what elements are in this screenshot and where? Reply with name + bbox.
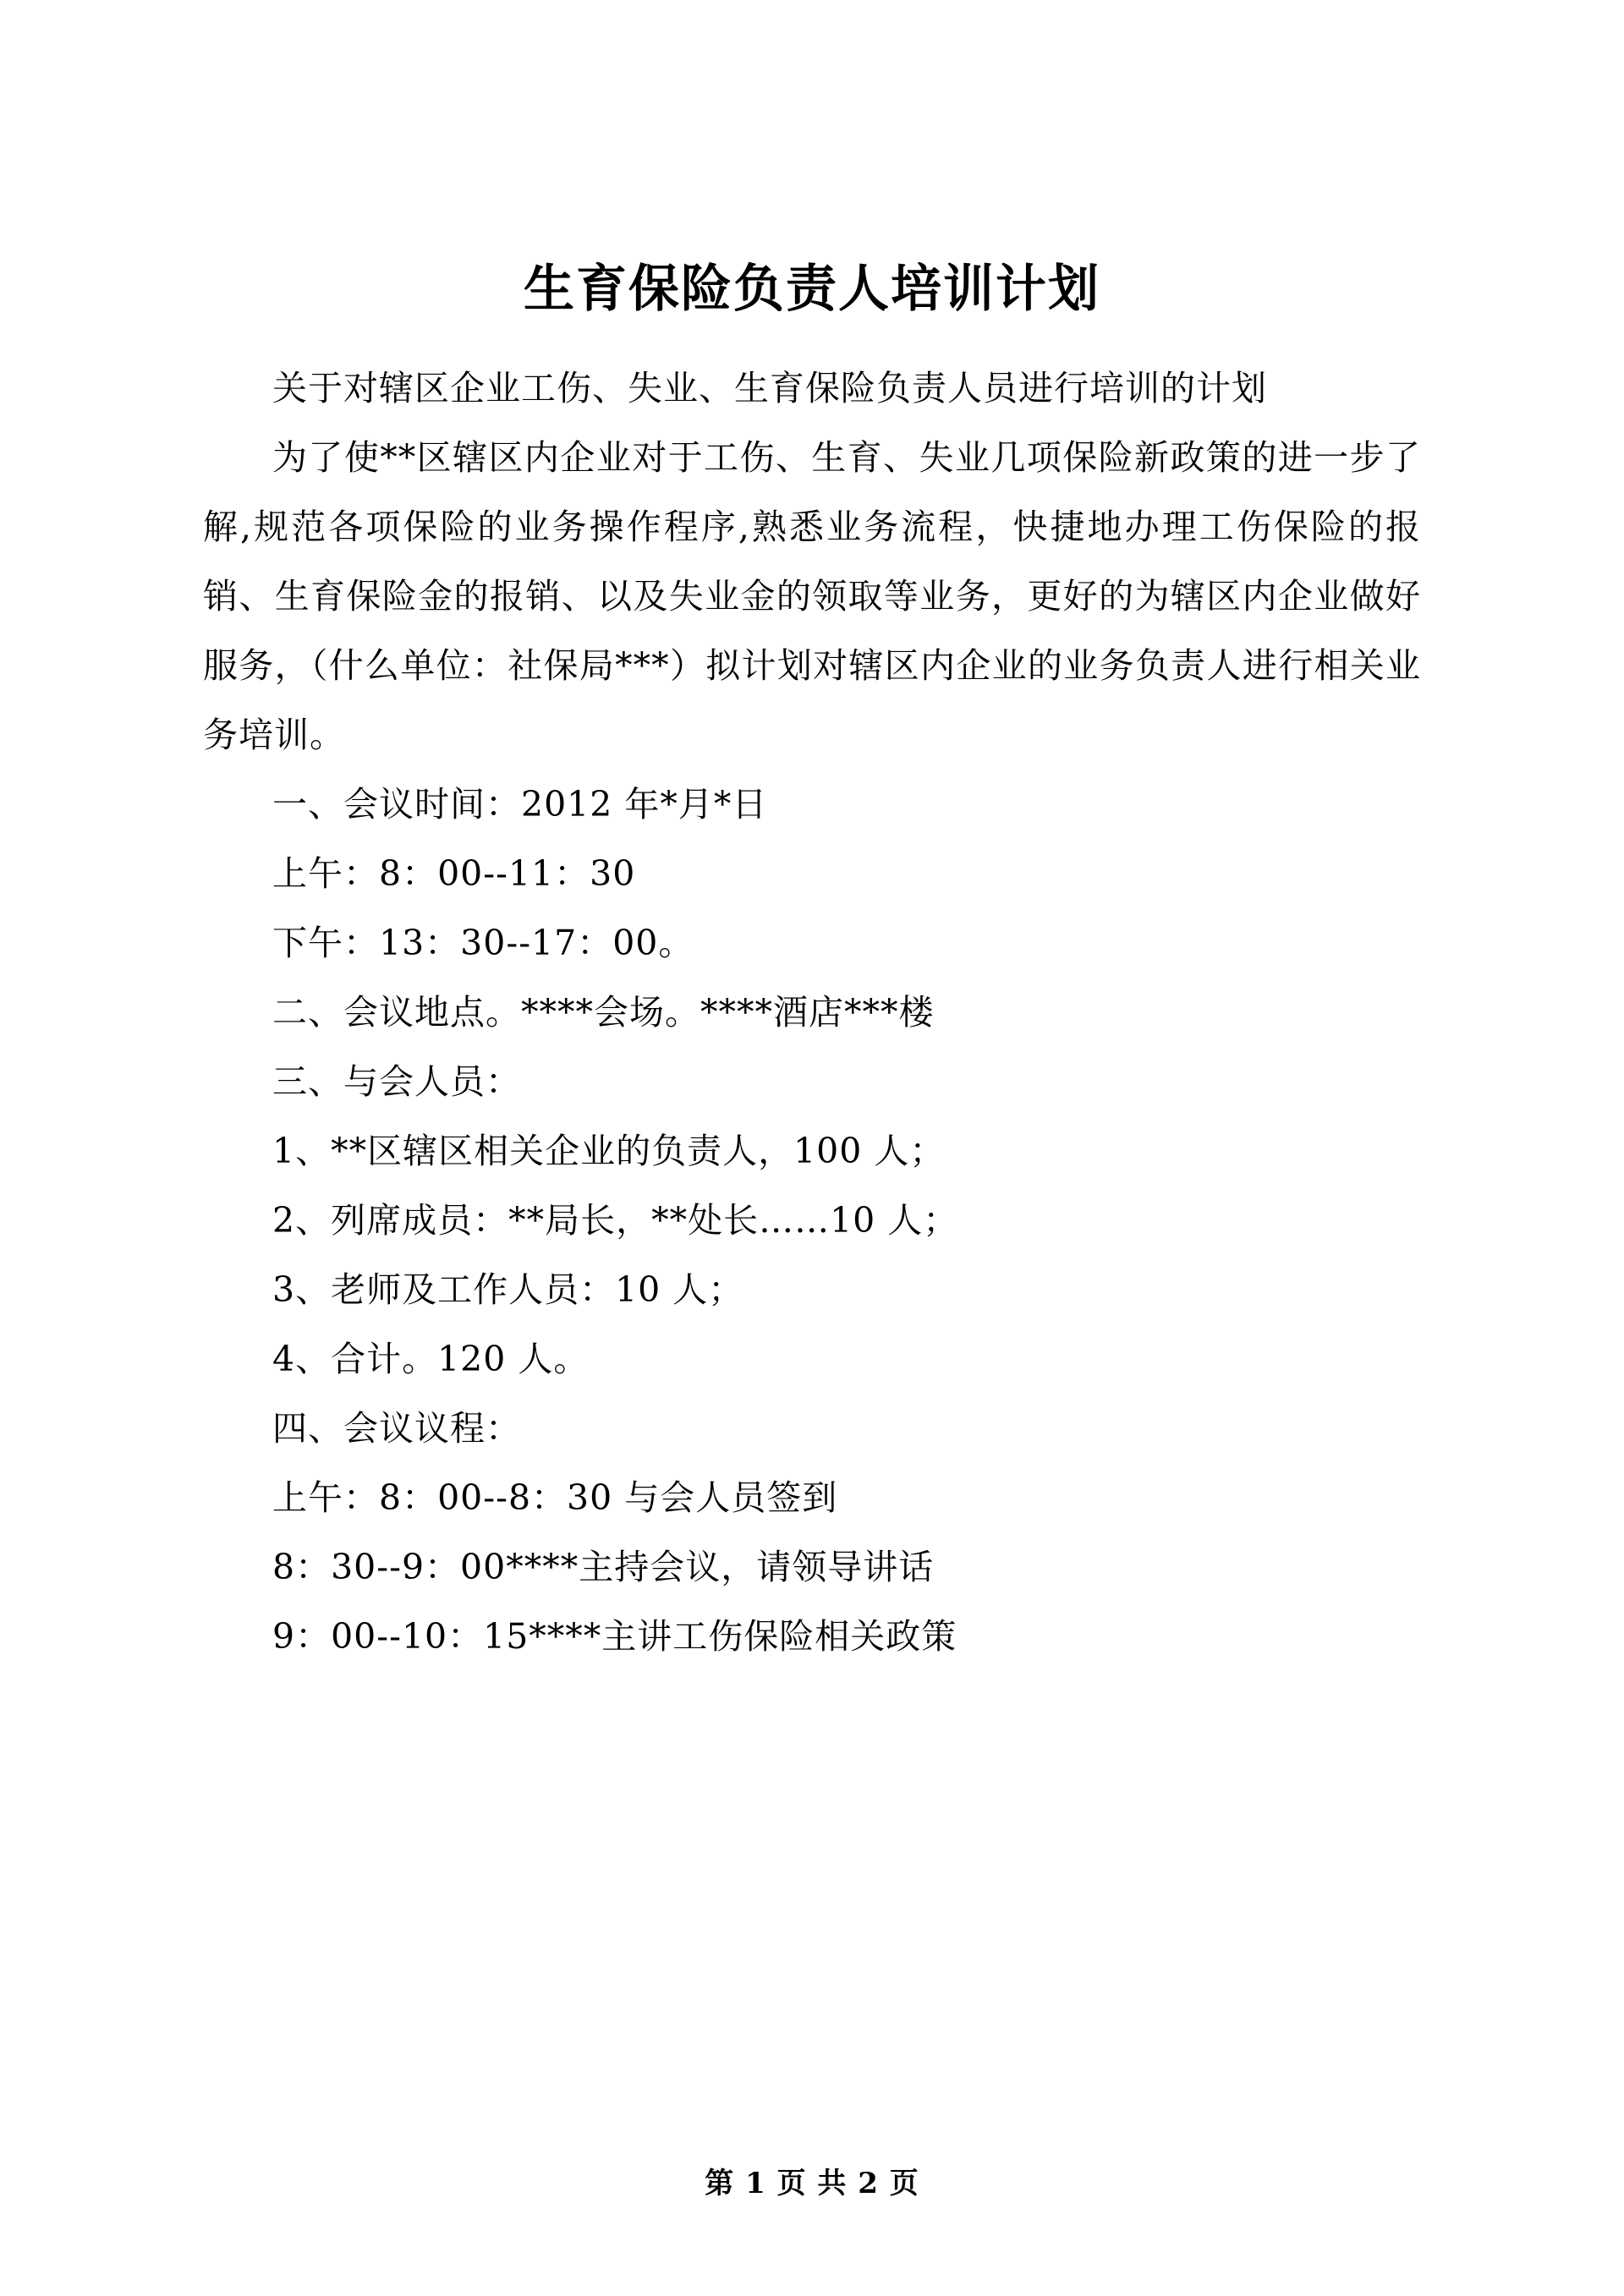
item-attendees-total: 4、合计。120 人。	[272, 1339, 590, 1379]
document-body	[203, 353, 1421, 1671]
item-attendees-staff: 3、老师及工作人员：10 人；	[272, 1269, 744, 1310]
item-agenda-lecture: 9：00--10：15****主讲工伤保险相关政策	[272, 1616, 957, 1657]
paragraph-intro: 关于对辖区企业工伤、失业、生育保险负责人员进行培训的计划	[272, 368, 1267, 408]
item-agenda-signin: 上午：8：00--8：30 与会人员签到	[272, 1477, 838, 1518]
item-meeting-time: 一、会议时间：2012 年*月*日	[272, 784, 768, 825]
item-afternoon-time: 下午：13：30--17：00。	[272, 923, 694, 963]
item-agenda-heading: 四、会议议程：	[272, 1408, 521, 1449]
item-agenda-opening: 8：30--9：00****主持会议，请领导讲话	[272, 1547, 935, 1587]
page-footer: 第 1 页 共 2 页	[705, 2167, 919, 2200]
item-attendees-observers: 2、列席成员：**局长，**处长……10 人；	[272, 1200, 959, 1241]
item-meeting-place: 二、会议地点。****会场。****酒店***楼	[272, 992, 935, 1033]
page-title: 生育保险负责人培训计划	[524, 260, 1100, 319]
item-morning-time: 上午：8：00--11：30	[272, 853, 636, 894]
paragraph-background: 为了使**区辖区内企业对于工伤、生育、失业几项保险新政策的进一步了解,规范各项保险的业务操作程序,熟悉业务流程，快捷地办理工伤保险的报销、生育保险金的报销、以及失业金的领取等业务，更好的为辖区内企业做好服务，（什么单位：社保局***）拟计划对辖区内企业的业务负责人进行相关业务培训。	[203, 437, 1421, 755]
item-attendees-heading: 三、与会人员：	[272, 1061, 521, 1102]
item-attendees-enterprises: 1、**区辖区相关企业的负责人，100 人；	[272, 1131, 946, 1171]
